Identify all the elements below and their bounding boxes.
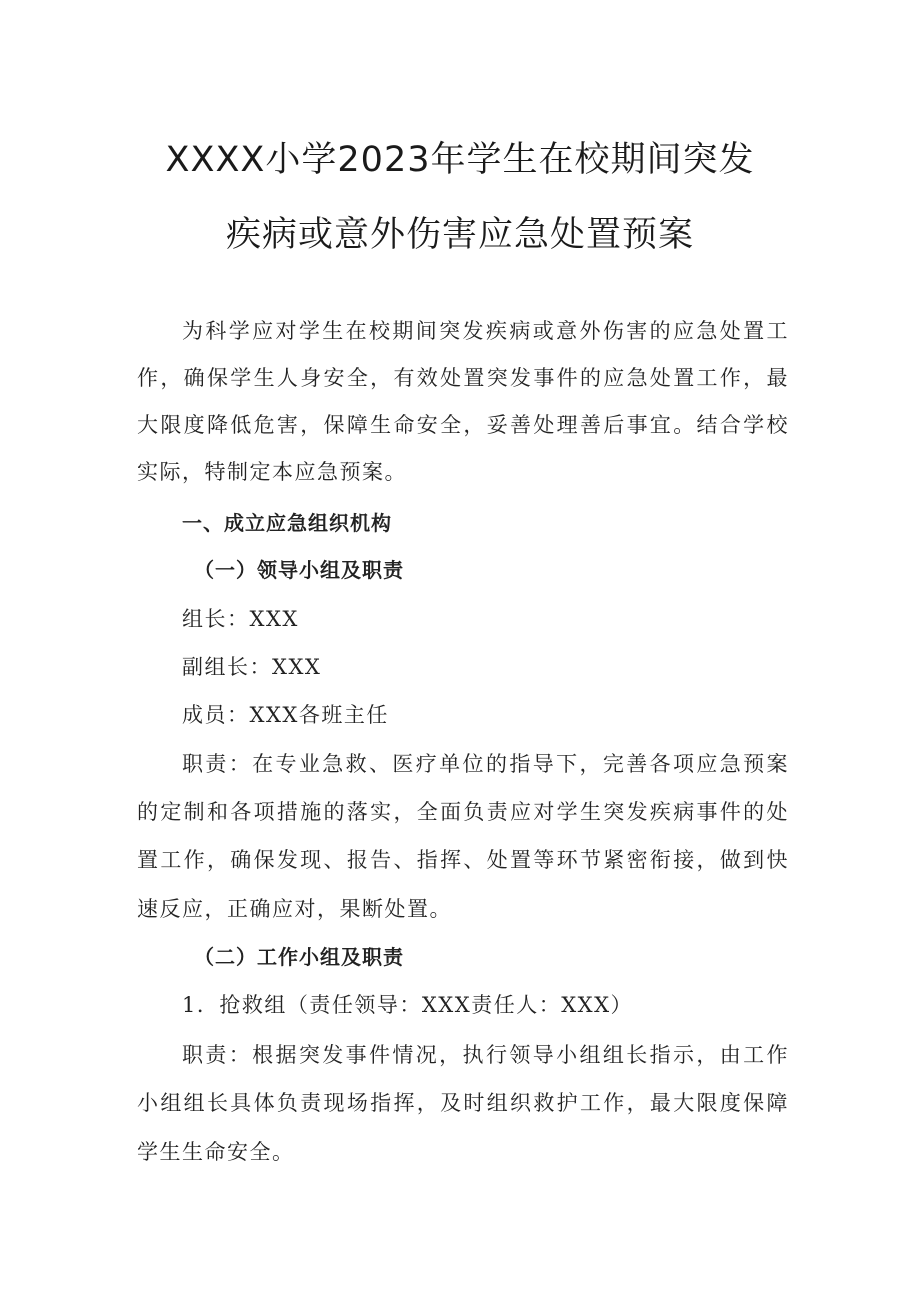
subsection-heading-1: （一）领导小组及职责 <box>194 558 404 582</box>
intro-line-4: 实际，特制定本应急预案。 <box>137 460 407 484</box>
deputy-leader-line: 副组长：XXX <box>182 655 322 679</box>
document-title-line-1: XXXX小学2023年学生在校期间突发 <box>165 140 755 180</box>
intro-line-2: 作，确保学生人身安全，有效处置突发事件的应急处置工作，最 <box>137 366 789 390</box>
duty1-line-2: 的定制和各项措施的落实，全面负责应对学生突发疾病事件的处 <box>137 800 789 824</box>
document-title-line-2: 疾病或意外伤害应急处置预案 <box>225 215 694 255</box>
leader-line: 组长：XXX <box>182 607 299 631</box>
duty2-line-3: 学生生命安全。 <box>137 1140 295 1164</box>
duty1-line-4: 速反应，正确应对，果断处置。 <box>137 897 452 921</box>
intro-line-1: 为科学应对学生在校期间突发疾病或意外伤害的应急处置工 <box>182 319 789 343</box>
section-heading: 一、成立应急组织机构 <box>182 511 392 535</box>
intro-line-3: 大限度降低危害，保障生命安全，妥善处理善后事宜。结合学校 <box>137 413 789 437</box>
group1-title: 1．抢救组（责任领导：XXX责任人：XXX） <box>182 993 634 1017</box>
duty2-line-1: 职责：根据突发事件情况，执行领导小组组长指示，由工作 <box>182 1043 789 1067</box>
subsection-heading-2: （二）工作小组及职责 <box>194 945 404 969</box>
duty2-line-2: 小组组长具体负责现场指挥，及时组织救护工作，最大限度保障 <box>137 1091 789 1115</box>
duty1-line-3: 置工作，确保发现、报告、指挥、处置等环节紧密衔接，做到快 <box>137 848 789 872</box>
duty1-line-1: 职责：在专业急救、医疗单位的指导下，完善各项应急预案 <box>182 752 789 776</box>
members-line: 成员：XXX各班主任 <box>182 703 389 727</box>
